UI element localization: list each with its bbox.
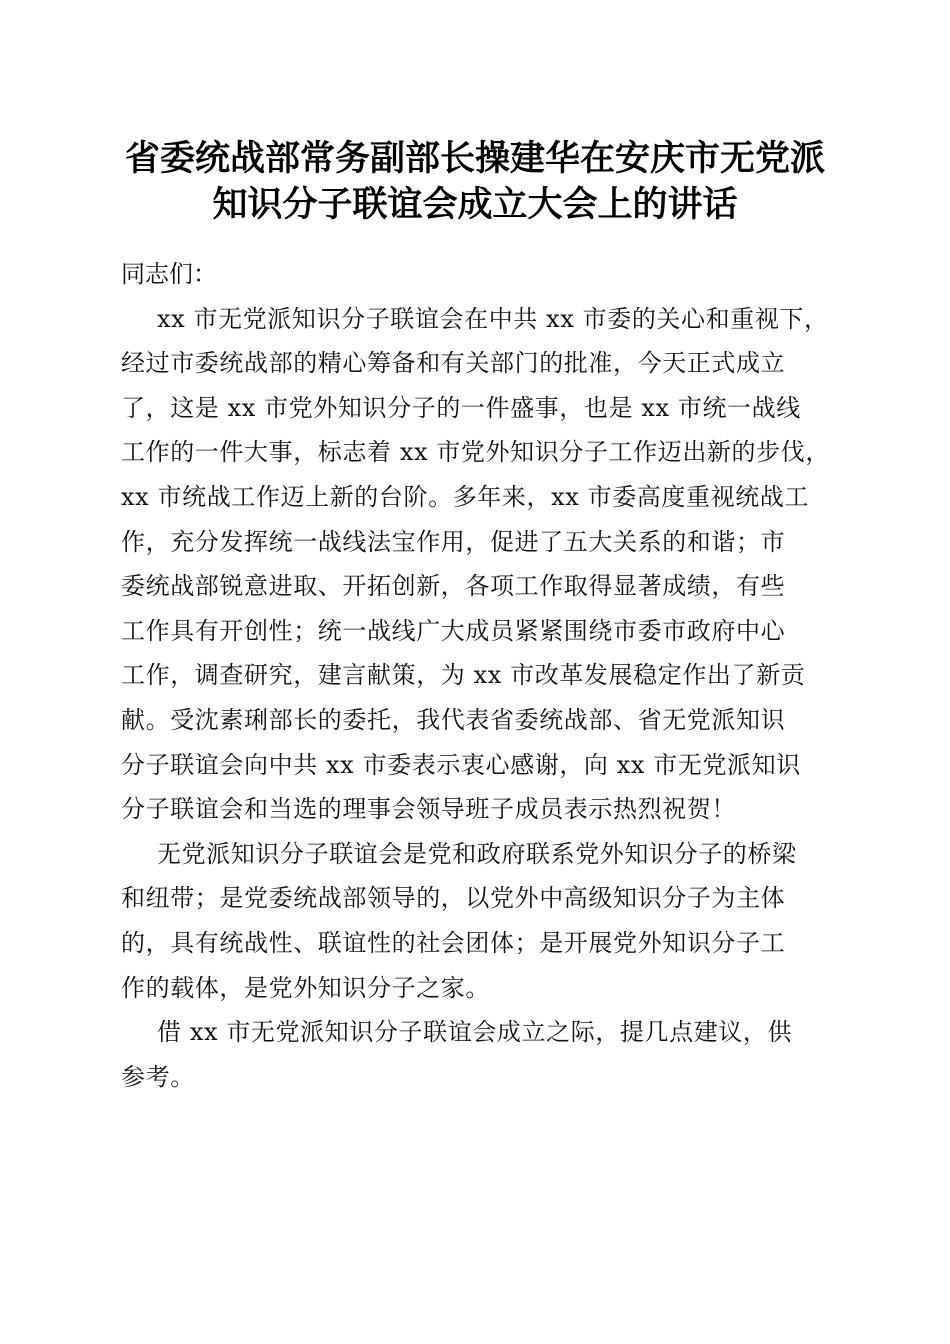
paragraph-1 [121,297,829,832]
paragraph-line: 无党派知识分子联谊会是党和政府联系党外知识分子的桥梁 [157,839,797,868]
document-body [121,252,829,1099]
paragraph-line: 工作的一件大事，标志着 xx 市党外知识分子工作迈出新的步伐， [121,438,830,467]
paragraph-line: 作的载体，是党外知识分子之家。 [121,973,490,1002]
title-line: 省委统战部常务副部长操建华在安庆市无党派 [124,138,825,179]
paragraph-line: 和纽带；是党委统战部领导的，以党外中高级知识分子为主体 [121,884,786,913]
paragraph-line: xx 市统战工作迈上新的台阶。多年来，xx 市委高度重视统战工 [121,482,809,511]
paragraph-3 [121,1010,829,1099]
paragraph-line: 参考。 [121,1062,195,1091]
paragraph-line: 作，充分发挥统一战线法宝作用，促进了五大关系的和谐；市 [121,527,786,556]
title-line: 知识分子联谊会成立大会上的讲话 [212,184,738,225]
paragraph-2 [121,832,829,1010]
paragraph-line: 了，这是 xx 市党外知识分子的一件盛事，也是 xx 市统一战线 [121,393,801,422]
paragraph-line: xx 市无党派知识分子联谊会在中共 xx 市委的关心和重视下， [157,304,829,333]
paragraph-line: 分子联谊会向中共 xx 市委表示衷心感谢，向 xx 市无党派知识 [121,750,801,779]
paragraph-line: 分子联谊会和当选的理事会领导班子成员表示热烈祝贺！ [121,795,736,824]
paragraph-line: 献。受沈素琍部长的委托，我代表省委统战部、省无党派知识 [121,705,786,734]
paragraph-line: 工作具有开创性；统一战线广大成员紧紧围绕市委市政府中心 [121,616,786,645]
paragraph-line: 工作，调查研究，建言献策，为 xx 市改革发展稳定作出了新贡 [121,661,806,690]
paragraph-line: 委统战部锐意进取、开拓创新，各项工作取得显著成绩，有些 [121,572,786,601]
paragraph-line: 的，具有统战性、联谊性的社会团体；是开展党外知识分子工 [121,928,786,957]
paragraph-line: 经过市委统战部的精心筹备和有关部门的批准，今天正式成立 [121,349,786,378]
salutation: 同志们： [121,260,217,288]
document-title [100,136,850,228]
paragraph-line: 借 xx 市无党派知识分子联谊会成立之际，提几点建议，供 [157,1018,793,1047]
